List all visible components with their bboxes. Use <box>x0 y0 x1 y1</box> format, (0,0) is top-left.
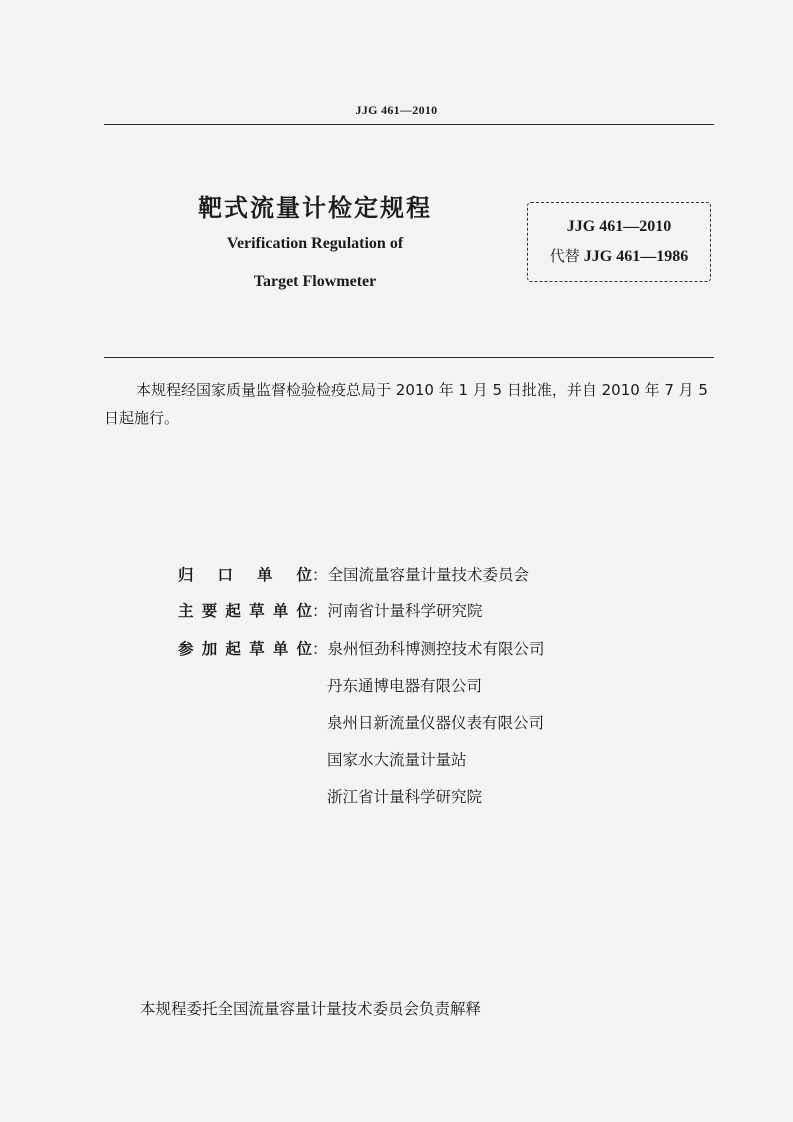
responsible-unit-row <box>178 563 530 593</box>
participant-item: ：泉州恒劲科博测控技术有限公司 <box>312 640 545 658</box>
participant-row <box>178 637 545 667</box>
participant-item: 国家水大流量计量站 <box>327 751 467 769</box>
standard-code-box <box>527 202 711 282</box>
standard-code: JJG 461—2010 <box>566 218 672 235</box>
main-drafter-value: ：河南省计量科学研究院 <box>312 602 483 620</box>
colon: ： <box>312 602 328 620</box>
interpretation-note: 本规程委托全国流量容量计量技术委员会负责解释 <box>140 1000 482 1018</box>
participants-label: 参加起草单位 <box>178 640 312 658</box>
colon: ： <box>312 640 328 658</box>
participant-item: 丹东通博电器有限公司 <box>327 677 483 695</box>
title-chinese: 靶式流量计检定规程 <box>198 194 432 222</box>
participant-item: 浙江省计量科学研究院 <box>327 788 483 806</box>
participant-item: 泉州日新流量仪器仪表有限公司 <box>327 714 545 732</box>
responsible-unit-label: 归 口 单 位 <box>178 566 312 584</box>
header-rule <box>104 124 714 125</box>
main-drafter-label: 主要起草单位 <box>178 602 312 620</box>
title-english-line2: Target Flowmeter <box>253 273 377 290</box>
main-drafter-row <box>178 599 483 629</box>
approval-statement: 本规程经国家质量监督检验检疫总局于 2010 年 1 月 5 日批准，并自 2010 年 7 月 5 日起施行。 <box>104 381 708 427</box>
colon: ： <box>312 566 328 584</box>
responsible-unit-value: ：全国流量容量计量技术委员会 <box>312 566 530 584</box>
section-rule <box>104 357 714 358</box>
replaces-label: 代替 <box>549 247 580 265</box>
replaces-line <box>528 245 710 266</box>
replaced-code: JJG 461—1986 <box>583 248 689 265</box>
running-head: JJG 461—2010 <box>355 103 438 117</box>
title-english-line1: Verification Regulation of <box>226 235 404 252</box>
